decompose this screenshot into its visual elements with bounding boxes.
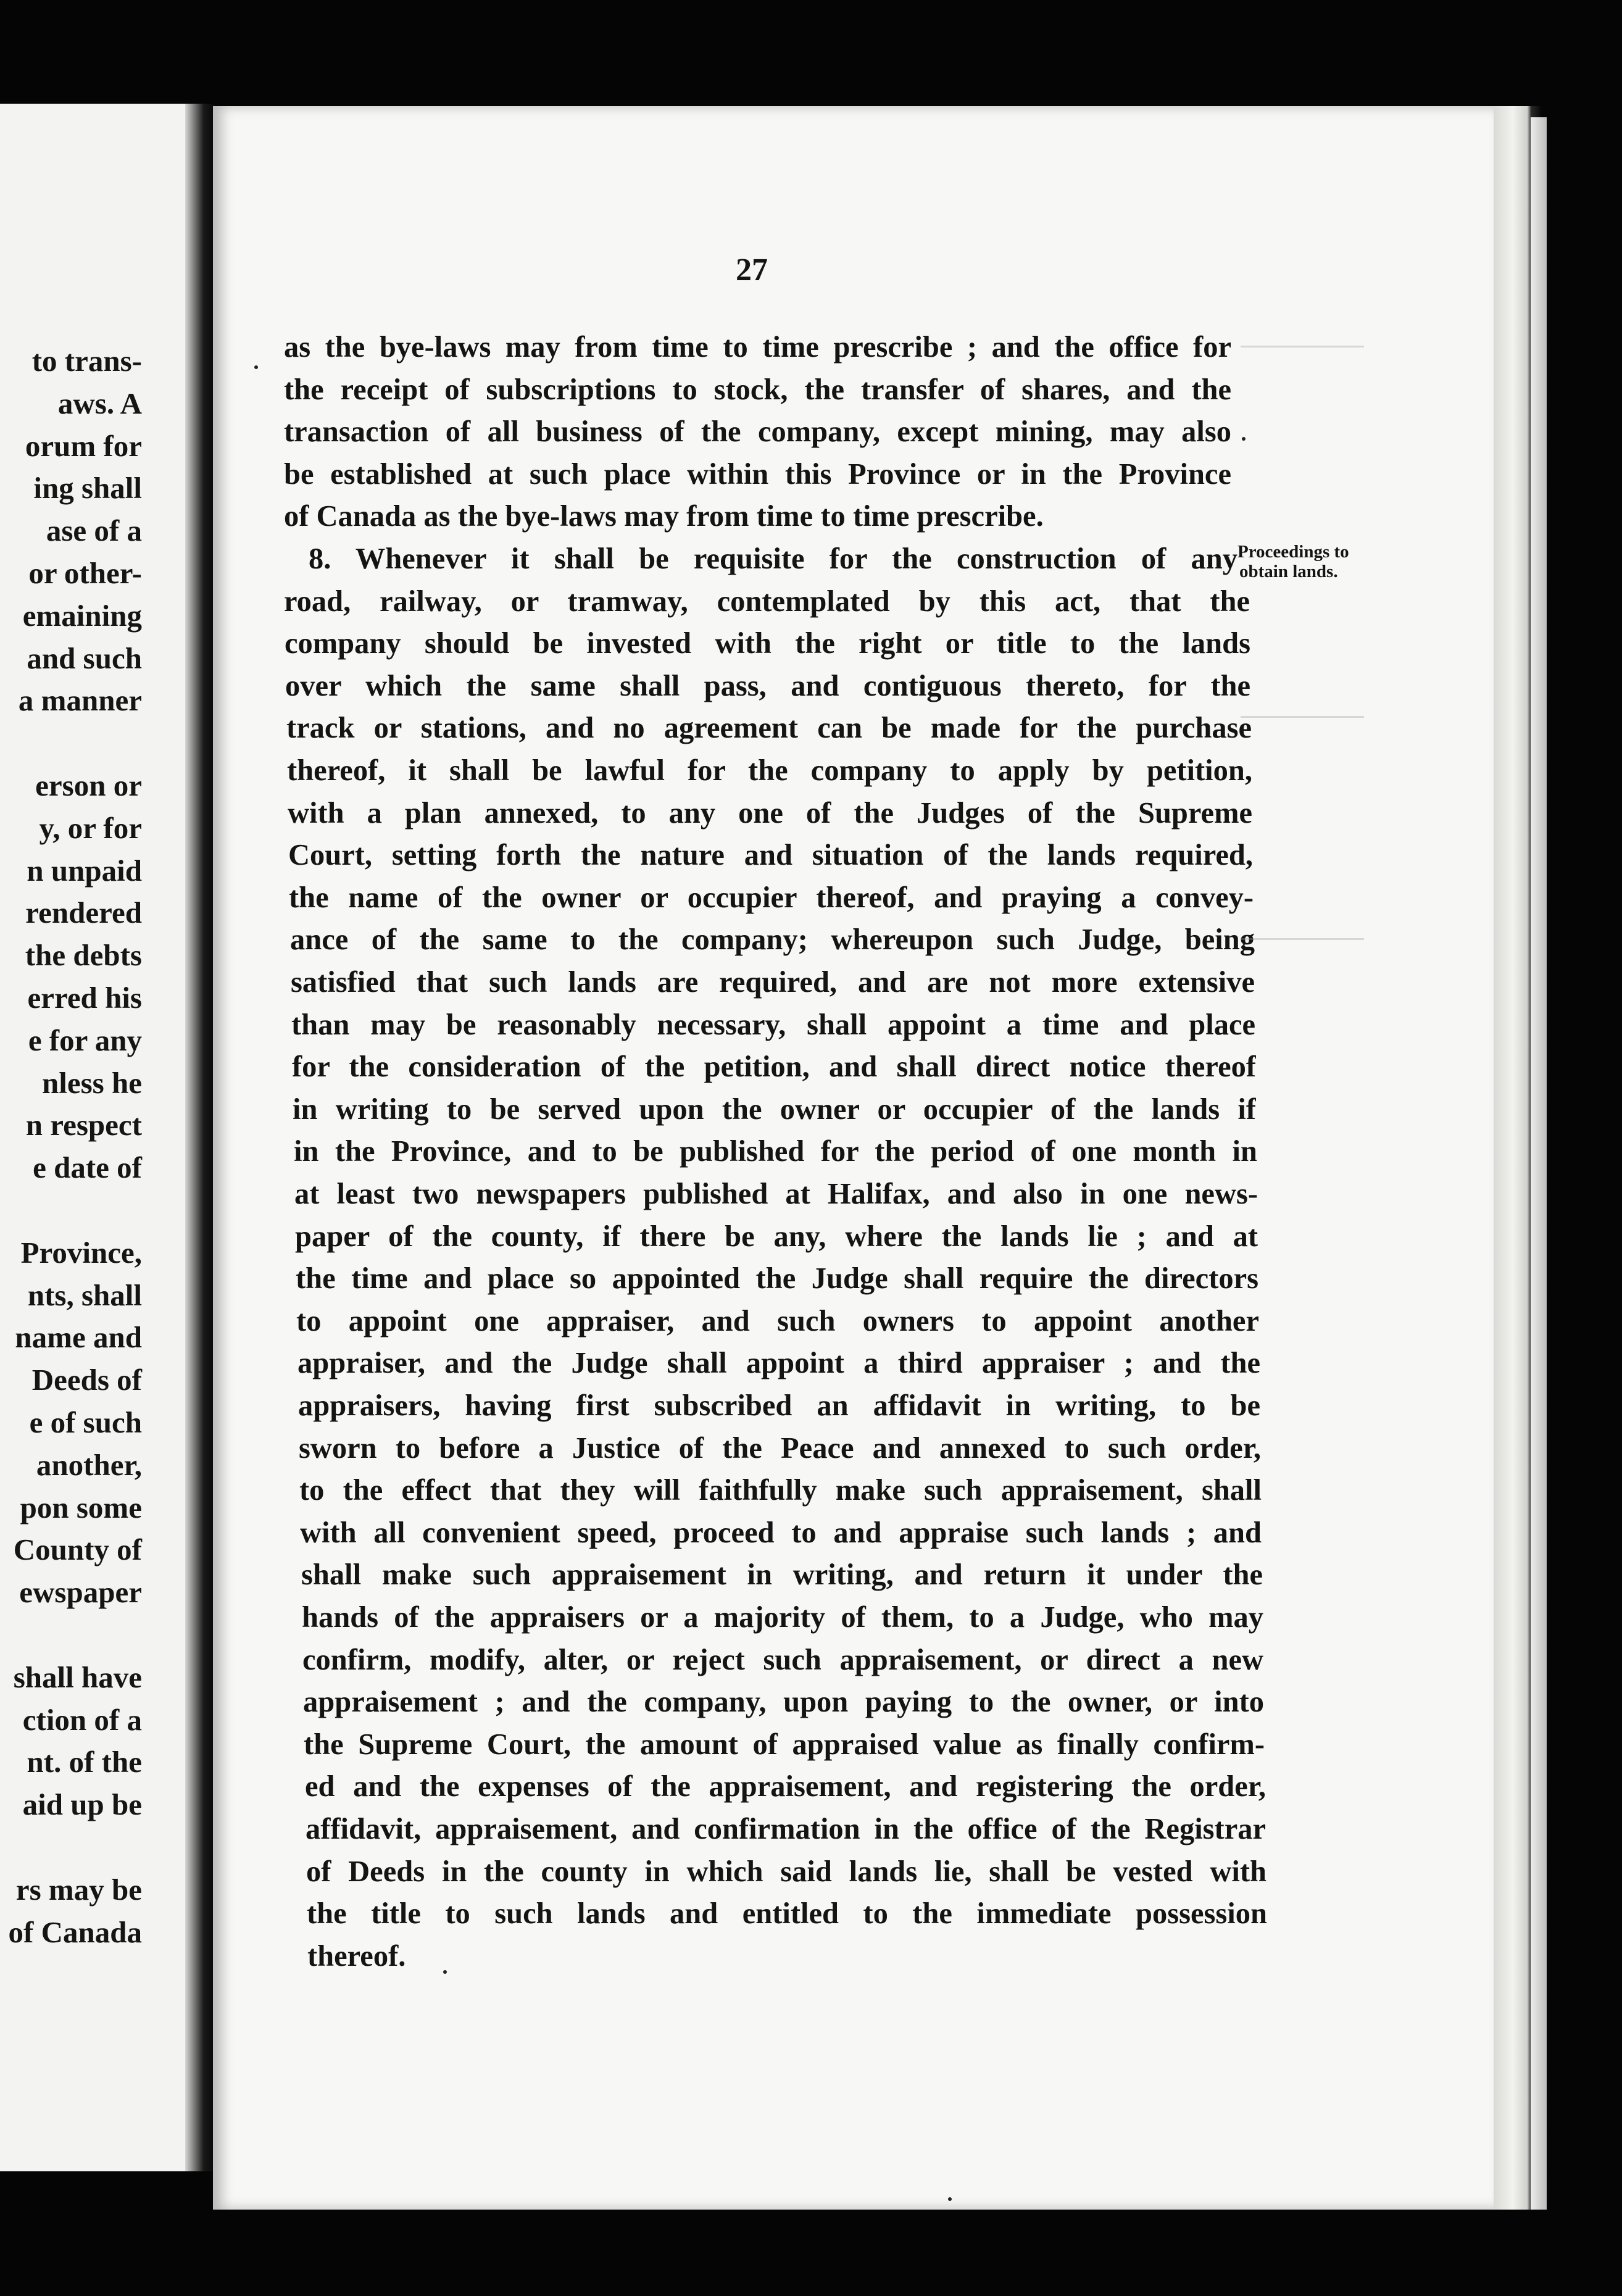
body-text-line: hands of the appraisers or a majority of them, to a Judge, who may <box>302 1601 1263 1634</box>
show-through-mark <box>1241 346 1364 385</box>
previous-page-line: rendered <box>25 896 142 930</box>
body-text-line: of Canada as the bye-laws may from time to time prescribe. <box>284 500 1044 533</box>
body-text-line: in the Province, and to be published for the period of one month in <box>294 1135 1257 1168</box>
previous-page-line: erson or <box>35 768 142 802</box>
body-text-line: to appoint one appraiser, and such owners to appoint another <box>296 1304 1259 1337</box>
body-text-line: the Supreme Court, the amount of appraised value as finally confirm- <box>304 1728 1265 1761</box>
previous-page-line: ase of a <box>46 514 142 548</box>
body-text-line: ance of the same to the company; whereupon such Judge, being <box>290 923 1255 957</box>
body-text-line: track or stations, and no agreement can be made for the purchase <box>286 712 1252 745</box>
previous-page-line: ewspaper <box>19 1575 142 1610</box>
page-number: 27 <box>736 252 768 288</box>
body-text-line: company should be invested with the right or title to the lands <box>285 627 1250 660</box>
body-text-line: sworn to before a Justice of the Peace and annexed to such order, <box>299 1431 1261 1465</box>
previous-page-line: name and <box>15 1320 142 1355</box>
body-text-line: 8. Whenever it shall be requisite for the construction of any <box>309 543 1237 575</box>
show-through-mark <box>1241 716 1364 755</box>
previous-page-line: the debts <box>25 938 142 973</box>
body-text-line: transaction of all business of the company, except mining, may also <box>284 415 1231 449</box>
body-text-line: over which the same shall pass, and contiguous thereto, for the <box>285 669 1250 702</box>
body-text-line: the title to such lands and entitled to the immediate possession <box>307 1897 1267 1931</box>
body-text-line: to the effect that they will faithfully make such appraisement, shall <box>299 1474 1262 1507</box>
previous-page-line: nts, shall <box>27 1278 142 1312</box>
body-text-line: ed and the expenses of the appraisement, and registering the order, <box>305 1770 1266 1803</box>
show-through-mark <box>1241 938 1364 977</box>
body-text-line: with a plan annexed, to any one of the Judges of the Supreme <box>288 796 1252 830</box>
body-text-line: at least two newspapers published at Halifax, and also in one news- <box>294 1178 1258 1210</box>
body-text-line: appraisers, having first subscribed an affidavit in writing, to be <box>298 1389 1260 1422</box>
margin-note <box>1237 542 1398 581</box>
previous-page-line: of Canada <box>8 1915 142 1949</box>
previous-page-line: a manner <box>18 683 142 718</box>
book-gutter <box>185 104 216 2171</box>
body-text-line: paper of the county, if there be any, where the lands lie ; and at <box>295 1220 1258 1253</box>
body-text-line: than may be reasonably necessary, shall appoint a time and place <box>291 1008 1255 1041</box>
body-text-line: affidavit, appraisement, and confirmation in the office of the Registrar <box>306 1813 1266 1845</box>
previous-page-line: ction of a <box>22 1702 142 1737</box>
body-text-line: appraiser, and the Judge shall appoint a third appraiser ; and the <box>297 1347 1260 1380</box>
margin-note-line-2: obtain lands. <box>1239 562 1338 581</box>
previous-page-line: n respect <box>25 1108 142 1142</box>
previous-page-line: Deeds of <box>31 1363 142 1397</box>
previous-page-line: e for any <box>28 1023 142 1057</box>
previous-page-line: e of such <box>29 1405 142 1439</box>
body-text-line: road, railway, or tramway, contemplated by this act, that the <box>284 584 1250 618</box>
previous-page-line: erred his <box>27 981 142 1015</box>
previous-page-line: y, or for <box>39 810 142 845</box>
previous-page-line: Province, <box>20 1235 142 1270</box>
body-text-line: shall make such appraisement in writing, and return it under the <box>301 1558 1263 1592</box>
body-text-line: confirm, modify, alter, or reject such appraisement, or direct a new <box>302 1643 1263 1676</box>
print-speck <box>254 365 258 369</box>
body-text-line: in writing to be served upon the owner or occupier of the lands if <box>293 1092 1256 1126</box>
body-text-line: thereof, it shall be lawful for the company to apply by petition, <box>287 754 1252 787</box>
print-speck <box>948 2197 952 2201</box>
body-text-line: Court, setting forth the nature and situation of the lands required, <box>288 839 1253 872</box>
body-text-line: with all convenient speed, proceed to and appraise such lands ; and <box>300 1516 1262 1549</box>
body-text-line: the name of the owner or occupier thereof, and praying a convey- <box>289 881 1254 914</box>
previous-page <box>0 104 196 2171</box>
body-text-line: of Deeds in the county in which said lands lie, shall be vested with <box>306 1855 1266 1888</box>
previous-page-line: shall have <box>13 1660 142 1694</box>
print-speck <box>443 1970 447 1974</box>
previous-page-line: to trans- <box>31 344 142 378</box>
previous-page-line: rs may be <box>15 1872 142 1907</box>
previous-page-line: nless he <box>41 1065 142 1100</box>
previous-page-line: aid up be <box>22 1787 142 1822</box>
body-text-line: be established at such place within this Province or in the Province <box>284 457 1231 491</box>
margin-note-line-1: Proceedings to <box>1237 542 1349 562</box>
previous-page-line: pon some <box>20 1490 142 1524</box>
body-text-line: thereof. <box>307 1939 406 1973</box>
previous-page-line: and such <box>27 641 142 675</box>
previous-page-line: n unpaid <box>27 853 142 888</box>
previous-page-line: another, <box>36 1447 142 1482</box>
body-text-line: as the bye-laws may from time to time prescribe ; and the office for <box>284 331 1231 364</box>
previous-page-line: or other- <box>28 556 142 590</box>
previous-page-line: e date of <box>33 1150 142 1185</box>
previous-page-line: nt. of the <box>27 1745 142 1779</box>
body-text-line: for the consideration of the petition, and shall direct notice thereof <box>292 1050 1256 1084</box>
body-text-line: satisfied that such lands are required, and are not more extensive <box>291 966 1255 999</box>
print-speck <box>1242 437 1246 441</box>
body-text-line: the time and place so appointed the Judge shall require the directors <box>296 1262 1258 1296</box>
page-stack-edge-inner <box>1531 117 1547 2210</box>
body-text-line: appraisement ; and the company, upon paying to the owner, or into <box>303 1686 1264 1719</box>
body-text-line: the receipt of subscriptions to stock, the transfer of shares, and the <box>284 373 1231 406</box>
previous-page-line: County of <box>13 1533 142 1567</box>
previous-page-line: emaining <box>22 598 142 633</box>
previous-page-line: ing shall <box>33 471 142 505</box>
previous-page-line: orum for <box>25 428 142 463</box>
previous-page-line: aws. A <box>57 386 142 420</box>
